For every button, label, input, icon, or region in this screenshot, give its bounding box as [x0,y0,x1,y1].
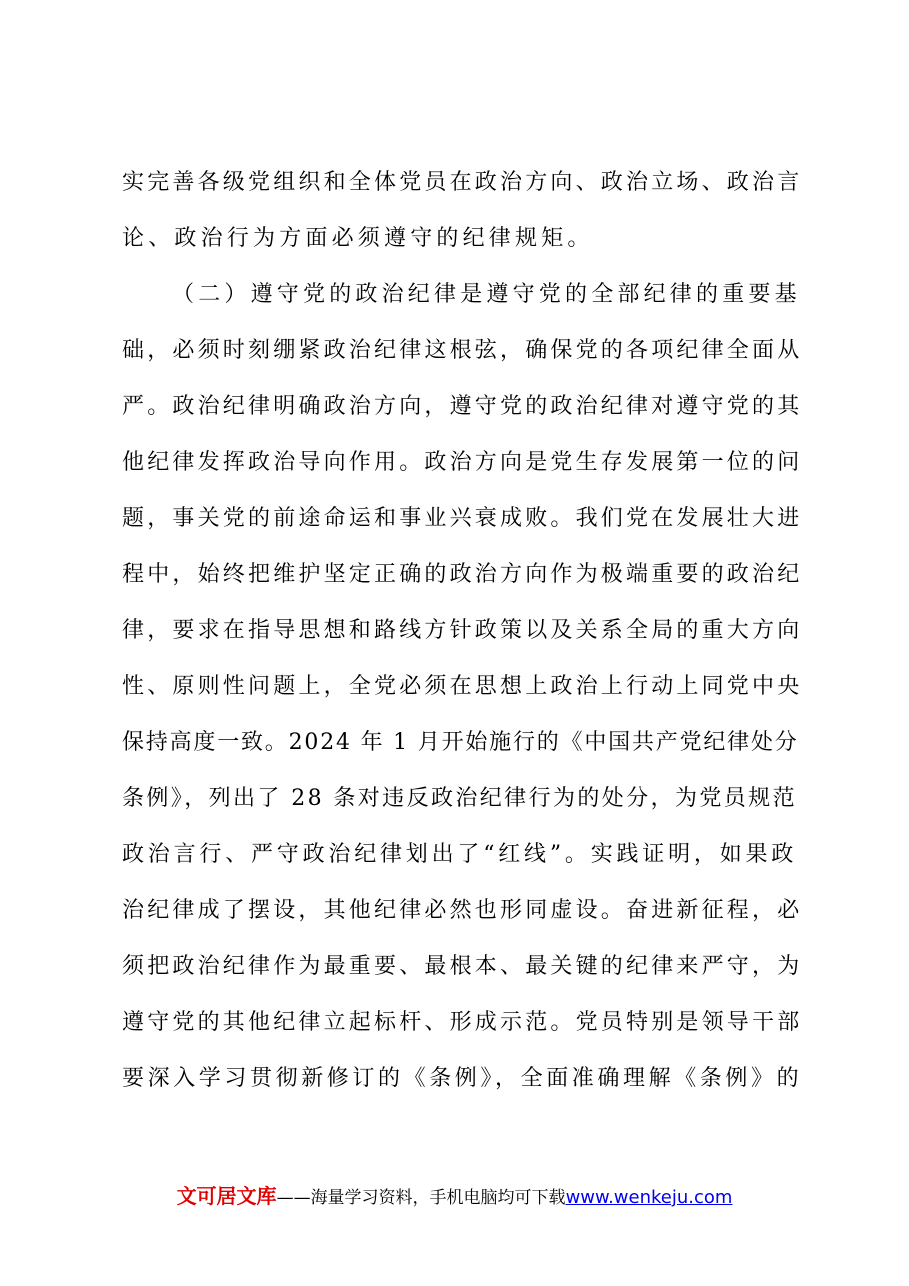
text-line: 治纪律成了摆设，其他纪律必然也形同虚设。奋进新征程，必 [122,898,803,923]
text-line: 他纪律发挥政治导向作用。政治方向是党生存发展第一位的问 [122,450,803,475]
text-line: 实完善各级党组织和全体党员在政治方向、政治立场、政治言 [122,170,803,195]
text-line: 律，要求在指导思想和路线方针政策以及关系全局的重大方向 [122,618,803,643]
text-line: 须把政治纪律作为最重要、最根本、最关键的纪律来严守，为 [122,954,803,979]
text-line: 题，事关党的前途命运和事业兴衰成败。我们党在发展壮大进 [122,506,803,531]
text-line: 程中，始终把维护坚定正确的政治方向作为极端重要的政治纪 [122,562,803,587]
footer-url-link[interactable]: www.wenkeju.com [565,1187,733,1208]
footer-tagline: ——海量学习资料，手机电脑均可下载 [276,1188,566,1208]
text-line: 条例》，列出了 28 条对违反政治纪律行为的处分，为党员规范 [122,786,797,811]
footer-banner [0,1183,909,1211]
text-line: 严。政治纪律明确政治方向，遵守党的政治纪律对遵守党的其 [122,394,803,419]
text-line: （二）遵守党的政治纪律是遵守党的全部纪律的重要基 [172,282,801,307]
footer-brand: 文可居文库 [176,1184,277,1208]
text-line: 性、原则性问题上，全党必须在思想上政治上行动上同党中央 [122,674,803,699]
text-line: 要深入学习贯彻新修订的《条例》，全面准确理解《条例》的 [122,1066,803,1091]
document-body [122,155,802,1107]
text-line: 保持高度一致。2024 年 1 月开始施行的《中国共产党纪律处分 [122,730,799,755]
text-line: 遵守党的其他纪律立起标杆、形成示范。党员特别是领导干部 [122,1010,803,1035]
text-line: 政治言行、严守政治纪律划出了“红线”。实践证明，如果政 [122,842,798,867]
text-line: 础，必须时刻绷紧政治纪律这根弦，确保党的各项纪律全面从 [122,338,803,363]
text-line: 论、政治行为方面必须遵守的纪律规矩。 [122,226,594,251]
